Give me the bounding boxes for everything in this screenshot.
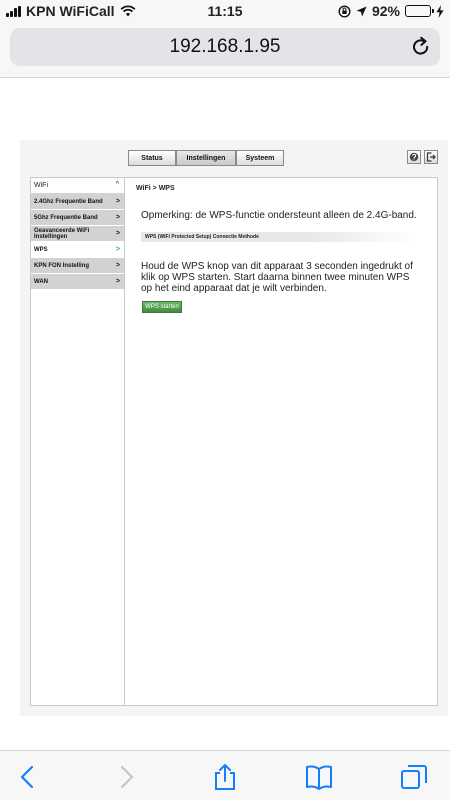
wps-remark: Opmerking: de WPS-functie ondersteunt alleen de 2.4G-band. <box>141 210 417 221</box>
orientation-lock-icon <box>338 5 351 18</box>
logout-icon <box>426 152 436 162</box>
sidebar-item-label: WPS <box>34 246 48 253</box>
tab-systeem[interactable]: Systeem <box>236 150 284 166</box>
sidebar-item-label: WAN <box>34 278 48 285</box>
chevron-up-icon: ^ <box>115 181 119 188</box>
status-time: 11:15 <box>207 3 243 19</box>
breadcrumb: WiFi > WPS <box>136 185 175 192</box>
chevron-right-icon: > <box>115 278 120 285</box>
browser-toolbar <box>0 750 450 800</box>
help-button[interactable] <box>407 150 421 164</box>
chevron-right-icon: > <box>115 230 120 237</box>
bookmarks-icon[interactable] <box>305 763 333 791</box>
web-page <box>0 79 450 750</box>
sidebar-item-wan[interactable] <box>31 274 124 290</box>
browser-address-bar <box>0 22 450 78</box>
url-text[interactable]: 192.168.1.95 <box>169 36 281 57</box>
help-icon <box>409 152 419 162</box>
back-icon[interactable] <box>14 763 42 791</box>
reload-icon[interactable] <box>410 36 432 58</box>
sidebar-item-label: Geavanceerde WiFi Instellingen <box>34 227 90 240</box>
sidebar-item-kpn-fon[interactable] <box>31 258 124 274</box>
sidebar-item-24ghz[interactable] <box>31 194 124 210</box>
wps-start-button[interactable]: WPS starten <box>142 301 182 313</box>
top-navigation <box>128 150 284 166</box>
sidebar-item-label: 2.4Ghz Frequentie Band <box>34 198 103 205</box>
sidebar-item-wps[interactable] <box>31 242 124 258</box>
share-icon[interactable] <box>211 763 239 791</box>
router-admin-panel <box>20 140 448 716</box>
logout-button[interactable] <box>424 150 438 164</box>
chevron-right-icon: > <box>115 246 120 253</box>
sidebar-section-label: WiFi <box>34 182 48 189</box>
status-bar <box>0 0 450 22</box>
charging-icon <box>436 5 444 18</box>
wps-content <box>136 178 426 705</box>
settings-frame <box>30 177 438 706</box>
section-title-bar: WPS (WiFi Protected Setup) Connectie Methode <box>141 232 415 242</box>
sidebar-item-label: KPN FON Instelling <box>34 262 90 269</box>
location-icon <box>356 6 367 17</box>
battery-percentage: 92% <box>371 3 400 19</box>
sidebar-item-label: 5Ghz Frequentie Band <box>34 214 98 221</box>
chevron-right-icon: > <box>115 198 120 205</box>
sidebar-item-5ghz[interactable] <box>31 210 124 226</box>
sidebar-item-advanced-wifi[interactable] <box>31 226 124 242</box>
sidebar-section-wifi[interactable] <box>31 178 124 194</box>
settings-sidebar <box>31 178 125 705</box>
panel-toolbar <box>407 150 438 164</box>
tab-instellingen[interactable]: Instellingen <box>176 150 236 166</box>
chevron-right-icon: > <box>115 262 120 269</box>
url-field[interactable] <box>10 28 440 66</box>
wps-instructions: Houd de WPS knop van dit apparaat 3 seconden ingedrukt of klik op WPS starten. Start daarna binnen twee minuten WPS op het eind apparaat dat je wilt verbinden. <box>141 261 413 294</box>
tabs-icon[interactable] <box>400 763 428 791</box>
tab-status[interactable]: Status <box>128 150 176 166</box>
battery-icon <box>405 5 431 17</box>
status-right <box>338 3 444 19</box>
chevron-right-icon: > <box>115 214 120 221</box>
forward-icon[interactable] <box>112 763 140 791</box>
carrier-name: KPN WiFiCall <box>26 3 115 19</box>
